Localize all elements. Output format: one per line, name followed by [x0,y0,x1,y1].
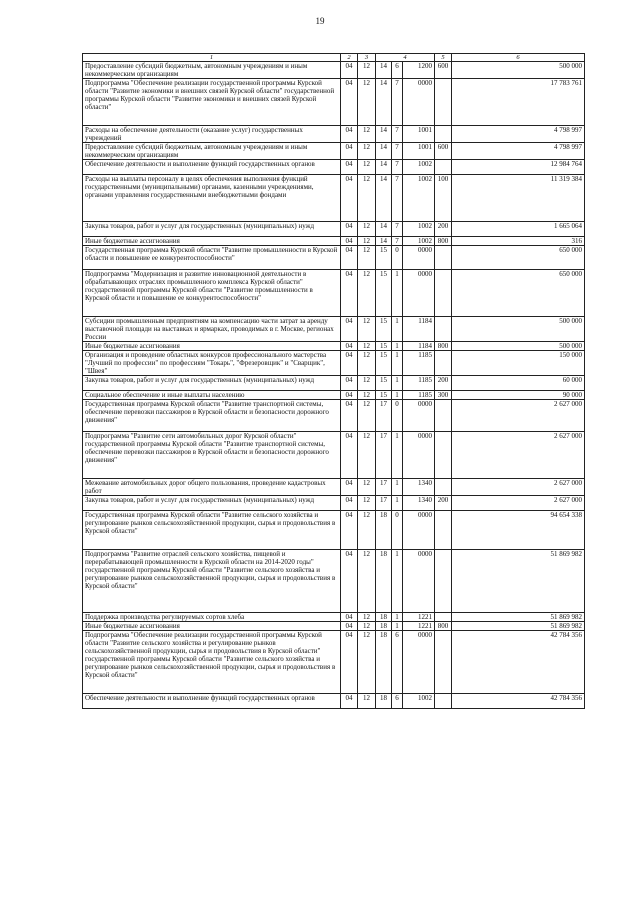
target-code-part2-cell: 0 [392,246,403,270]
section-cell: 04 [341,62,358,79]
amount-cell: 42 784 356 [452,694,585,709]
section-cell: 04 [341,175,358,222]
target-code-part3-cell: 1002 [403,694,435,709]
target-code-part1-cell: 18 [376,613,392,622]
subsection-cell: 12 [358,400,376,432]
subsection-cell: 12 [358,391,376,400]
column-header: 2 [341,54,358,62]
target-code-part1-cell: 14 [376,126,392,143]
item-name-cell: Предоставление субсидий бюджетным, автономным учреждениям и иным некоммерческим организациям [83,62,341,79]
table-row [83,342,585,351]
section-cell: 04 [341,342,358,351]
target-code-part1-cell: 17 [376,479,392,496]
amount-cell: 11 319 384 [452,175,585,222]
table-row [83,694,585,709]
expense-type-cell: 600 [435,143,452,160]
target-code-part2-cell: 1 [392,351,403,376]
target-code-part3-cell: 1185 [403,391,435,400]
amount-cell: 2 627 000 [452,479,585,496]
section-cell: 04 [341,79,358,126]
target-code-part1-cell: 15 [376,270,392,317]
expense-type-cell [435,631,452,694]
amount-cell: 650 000 [452,246,585,270]
subsection-cell: 12 [358,550,376,613]
target-code-part3-cell: 0000 [403,631,435,694]
target-code-part3-cell: 1340 [403,479,435,496]
table-row [83,237,585,246]
table-row [83,79,585,126]
target-code-part3-cell: 0000 [403,400,435,432]
target-code-part1-cell: 14 [376,237,392,246]
target-code-part1-cell: 18 [376,694,392,709]
target-code-part2-cell: 6 [392,631,403,694]
table-row [83,511,585,550]
target-code-part2-cell: 1 [392,317,403,342]
section-cell: 04 [341,496,358,511]
item-name-cell: Государственная программа Курской области "Развитие сельского хозяйства и регулирование рынков сельскохозяйственной продукции, сырья и продовольствия в Курской области" [83,511,341,550]
expense-type-cell: 800 [435,342,452,351]
target-code-part1-cell: 18 [376,550,392,613]
target-code-part1-cell: 15 [376,342,392,351]
table-row [83,317,585,342]
subsection-cell: 12 [358,317,376,342]
target-code-part2-cell: 6 [392,62,403,79]
expense-type-cell [435,550,452,613]
item-name-cell: Подпрограмма "Обеспечение реализации государственной программы Курской области "Развитие сельского хозяйства и регулирование рынков сельскохозяйственной продукции, сырья и продовольствия в Курской области" государственной программы Курской области "Развитие сельского хозяйства и регулирование рынков сельскохозяйственной продукции, сырья и продовольствия в Курской области" [83,631,341,694]
item-name-cell: Предоставление субсидий бюджетным, автономным учреждениям и иным некоммерческим организациям [83,143,341,160]
item-name-cell: Обеспечение деятельности и выполнение функций государственных органов [83,694,341,709]
target-code-part2-cell: 1 [392,391,403,400]
section-cell: 04 [341,631,358,694]
table-row [83,613,585,622]
target-code-part3-cell: 1221 [403,613,435,622]
target-code-part3-cell: 1184 [403,342,435,351]
expense-type-cell: 200 [435,222,452,237]
target-code-part2-cell: 7 [392,79,403,126]
budget-table [82,53,585,709]
target-code-part3-cell: 1001 [403,143,435,160]
item-name-cell: Иные бюджетные ассигнования [83,237,341,246]
target-code-part1-cell: 15 [376,246,392,270]
expense-type-cell [435,160,452,175]
table-row [83,400,585,432]
expense-type-cell: 800 [435,622,452,631]
amount-cell: 12 984 764 [452,160,585,175]
target-code-part3-cell: 0000 [403,79,435,126]
item-name-cell: Подпрограмма "Развитие отраслей сельского хозяйства, пищевой и перерабатывающей промышленности в Курской области на 2014-2020 годы" государственной программы Курской области "Развитие сельского хозяйства и регулирование рынков сельскохозяйственной продукции, сырья и продовольствия в Курской области" [83,550,341,613]
target-code-part1-cell: 18 [376,631,392,694]
table-row [83,246,585,270]
item-name-cell: Межевание автомобильных дорог общего пользования, проведение кадастровых работ [83,479,341,496]
target-code-part2-cell: 7 [392,237,403,246]
item-name-cell: Обеспечение деятельности и выполнение функций государственных органов [83,160,341,175]
target-code-part2-cell: 1 [392,550,403,613]
section-cell: 04 [341,432,358,479]
section-cell: 04 [341,222,358,237]
target-code-part1-cell: 17 [376,432,392,479]
page-number: 19 [315,16,325,26]
target-code-part3-cell: 1200 [403,62,435,79]
expense-type-cell: 200 [435,376,452,391]
target-code-part1-cell: 14 [376,160,392,175]
section-cell: 04 [341,694,358,709]
subsection-cell: 12 [358,479,376,496]
item-name-cell: Поддержка производства регулируемых сортов хлеба [83,613,341,622]
target-code-part1-cell: 17 [376,400,392,432]
subsection-cell: 12 [358,126,376,143]
expense-type-cell: 600 [435,62,452,79]
item-name-cell: Иные бюджетные ассигнования [83,342,341,351]
target-code-part1-cell: 15 [376,351,392,376]
table-row [83,270,585,317]
subsection-cell: 12 [358,613,376,622]
table-row [83,160,585,175]
target-code-part1-cell: 15 [376,376,392,391]
table-row [83,391,585,400]
expense-type-cell [435,246,452,270]
section-cell: 04 [341,479,358,496]
amount-cell: 90 000 [452,391,585,400]
column-header: 4 [376,54,435,62]
amount-cell: 2 627 000 [452,432,585,479]
subsection-cell: 12 [358,622,376,631]
section-cell: 04 [341,550,358,613]
target-code-part1-cell: 14 [376,222,392,237]
expense-type-cell [435,270,452,317]
item-name-cell: Закупка товаров, работ и услуг для государственных (муниципальных) нужд [83,222,341,237]
amount-cell: 17 783 761 [452,79,585,126]
expense-type-cell [435,79,452,126]
amount-cell: 51 869 982 [452,613,585,622]
expense-type-cell [435,400,452,432]
item-name-cell: Государственная программа Курской области "Развитие промышленности в Курской области и повышение ее конкурентоспособности" [83,246,341,270]
amount-cell: 1 665 064 [452,222,585,237]
column-numbers-row [83,54,585,62]
subsection-cell: 12 [358,496,376,511]
subsection-cell: 12 [358,160,376,175]
target-code-part3-cell: 1002 [403,175,435,222]
target-code-part1-cell: 18 [376,511,392,550]
table-row [83,175,585,222]
target-code-part3-cell: 1001 [403,126,435,143]
target-code-part2-cell: 0 [392,400,403,432]
subsection-cell: 12 [358,432,376,479]
table-row [83,622,585,631]
table-row [83,62,585,79]
section-cell: 04 [341,246,358,270]
expense-type-cell [435,511,452,550]
target-code-part2-cell: 1 [392,496,403,511]
column-header: 5 [435,54,452,62]
section-cell: 04 [341,622,358,631]
amount-cell: 94 654 338 [452,511,585,550]
amount-cell: 4 798 997 [452,126,585,143]
expense-type-cell [435,351,452,376]
table-row [83,550,585,613]
item-name-cell: Иные бюджетные ассигнования [83,622,341,631]
target-code-part3-cell: 1002 [403,237,435,246]
amount-cell: 650 000 [452,270,585,317]
expense-type-cell: 100 [435,175,452,222]
subsection-cell: 12 [358,246,376,270]
section-cell: 04 [341,511,358,550]
column-header: 3 [358,54,376,62]
expense-type-cell [435,317,452,342]
target-code-part3-cell: 1340 [403,496,435,511]
subsection-cell: 12 [358,222,376,237]
target-code-part1-cell: 14 [376,79,392,126]
target-code-part1-cell: 14 [376,175,392,222]
subsection-cell: 12 [358,175,376,222]
table-row [83,496,585,511]
target-code-part1-cell: 15 [376,317,392,342]
target-code-part1-cell: 14 [376,143,392,160]
amount-cell: 51 869 982 [452,550,585,613]
item-name-cell: Подпрограмма "Обеспечение реализации государственной программы Курской области "Развитие экономики и внешних связей Курской области" государственной программы Курской области "Развитие экономики и внешних связей Курской области" [83,79,341,126]
subsection-cell: 12 [358,342,376,351]
expense-type-cell [435,479,452,496]
section-cell: 04 [341,160,358,175]
amount-cell: 42 784 356 [452,631,585,694]
amount-cell: 500 000 [452,62,585,79]
target-code-part2-cell: 1 [392,376,403,391]
target-code-part1-cell: 14 [376,62,392,79]
section-cell: 04 [341,237,358,246]
item-name-cell: Расходы на выплаты персоналу в целях обеспечения выполнения функций государственными (муниципальными) органами, казенными учреждениями, органами управления государственными внебюджетными фондами [83,175,341,222]
item-name-cell: Субсидии промышленным предприятиям на компенсацию части затрат за аренду выставочной площади на выставках и ярмарках, проводимых в г. Москве, регионах России [83,317,341,342]
target-code-part2-cell: 1 [392,270,403,317]
table-row [83,376,585,391]
column-header: 1 [83,54,341,62]
target-code-part3-cell: 1221 [403,622,435,631]
target-code-part3-cell: 1185 [403,351,435,376]
item-name-cell: Социальное обеспечение и иные выплаты населению [83,391,341,400]
item-name-cell: Закупка товаров, работ и услуг для государственных (муниципальных) нужд [83,376,341,391]
target-code-part3-cell: 0000 [403,270,435,317]
target-code-part3-cell: 0000 [403,550,435,613]
subsection-cell: 12 [358,631,376,694]
subsection-cell: 12 [358,270,376,317]
expense-type-cell: 300 [435,391,452,400]
expense-type-cell [435,126,452,143]
subsection-cell: 12 [358,376,376,391]
subsection-cell: 12 [358,79,376,126]
subsection-cell: 12 [358,62,376,79]
item-name-cell: Подпрограмма "Модернизация и развитие инновационной деятельности в обрабатывающих отраслях промышленного комплекса Курской области" государственной программы Курской области "Развитие промышленности в Курской области и повышение ее конкурентоспособности" [83,270,341,317]
item-name-cell: Государственная программа Курской области "Развитие транспортной системы, обеспечение перевозки пассажиров в Курской области и безопасности дорожного движения" [83,400,341,432]
target-code-part3-cell: 0000 [403,511,435,550]
section-cell: 04 [341,391,358,400]
target-code-part2-cell: 1 [392,479,403,496]
section-cell: 04 [341,126,358,143]
subsection-cell: 12 [358,694,376,709]
table-row [83,351,585,376]
amount-cell: 500 000 [452,317,585,342]
amount-cell: 2 627 000 [452,400,585,432]
target-code-part2-cell: 6 [392,694,403,709]
subsection-cell: 12 [358,143,376,160]
subsection-cell: 12 [358,351,376,376]
target-code-part3-cell: 0000 [403,432,435,479]
table-row [83,479,585,496]
section-cell: 04 [341,376,358,391]
expense-type-cell: 200 [435,496,452,511]
item-name-cell: Организация и проведение областных конкурсов профессионального мастерства "Лучший по профессии" по профессиям "Токарь", "Фрезеровщик" и "Сварщик", "Швея" [83,351,341,376]
amount-cell: 500 000 [452,342,585,351]
table-row [83,631,585,694]
expense-type-cell [435,694,452,709]
target-code-part3-cell: 1185 [403,376,435,391]
amount-cell: 60 000 [452,376,585,391]
table-row [83,222,585,237]
target-code-part2-cell: 0 [392,511,403,550]
target-code-part3-cell: 1002 [403,222,435,237]
target-code-part2-cell: 1 [392,342,403,351]
subsection-cell: 12 [358,237,376,246]
target-code-part2-cell: 7 [392,143,403,160]
table-row [83,432,585,479]
item-name-cell: Закупка товаров, работ и услуг для государственных (муниципальных) нужд [83,496,341,511]
section-cell: 04 [341,351,358,376]
target-code-part2-cell: 7 [392,222,403,237]
expense-type-cell [435,432,452,479]
target-code-part2-cell: 7 [392,175,403,222]
amount-cell: 2 627 000 [452,496,585,511]
target-code-part3-cell: 1184 [403,317,435,342]
column-header: 6 [452,54,585,62]
section-cell: 04 [341,317,358,342]
target-code-part1-cell: 18 [376,622,392,631]
section-cell: 04 [341,270,358,317]
subsection-cell: 12 [358,511,376,550]
section-cell: 04 [341,613,358,622]
amount-cell: 150 000 [452,351,585,376]
target-code-part2-cell: 1 [392,613,403,622]
target-code-part3-cell: 1002 [403,160,435,175]
amount-cell: 4 798 997 [452,143,585,160]
table-row [83,126,585,143]
section-cell: 04 [341,143,358,160]
target-code-part2-cell: 1 [392,432,403,479]
expense-type-cell [435,613,452,622]
target-code-part3-cell: 0000 [403,246,435,270]
item-name-cell: Подпрограмма "Развитие сети автомобильных дорог Курской области" государственной программы Курской области "Развитие транспортной системы, обеспечение перевозки пассажиров в Курской области и безопасности дорожного движения" [83,432,341,479]
amount-cell: 316 [452,237,585,246]
target-code-part2-cell: 7 [392,126,403,143]
target-code-part2-cell: 1 [392,622,403,631]
amount-cell: 51 869 982 [452,622,585,631]
table-row [83,143,585,160]
item-name-cell: Расходы на обеспечение деятельности (оказание услуг) государственных учреждений [83,126,341,143]
expense-type-cell: 800 [435,237,452,246]
target-code-part1-cell: 15 [376,391,392,400]
target-code-part1-cell: 17 [376,496,392,511]
target-code-part2-cell: 7 [392,160,403,175]
section-cell: 04 [341,400,358,432]
